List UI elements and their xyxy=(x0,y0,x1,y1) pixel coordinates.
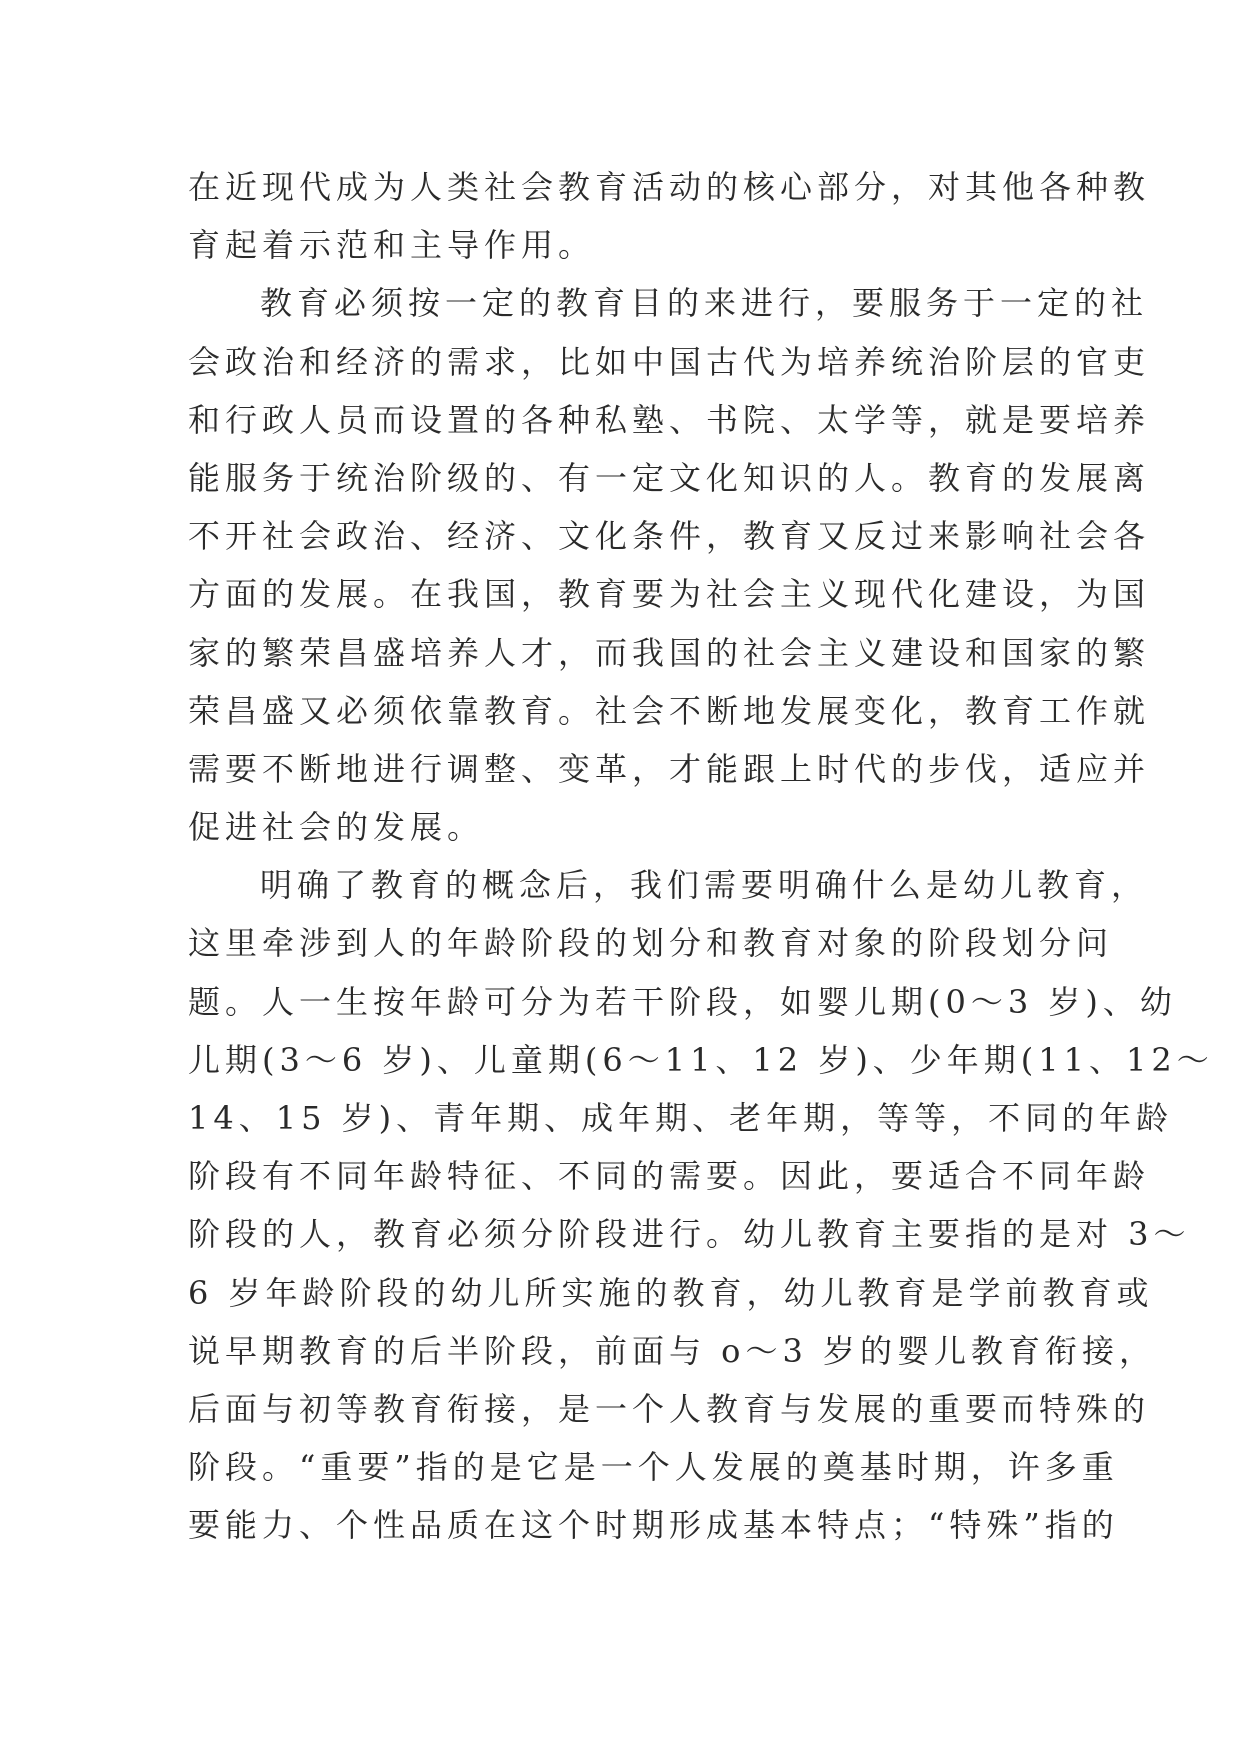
text-line: 和行政人员而设置的各种私塾、书院、太学等，就是要培养 xyxy=(188,400,1151,439)
paragraph-first-line: 明确了教育的概念后，我们需要明确什么是幼儿教育， xyxy=(260,866,1149,905)
text-line: 会政治和经济的需求，比如中国古代为培养统治阶层的官吏 xyxy=(188,342,1151,381)
text-line: 需要不断地进行调整、变革，才能跟上时代的步伐，适应并 xyxy=(188,749,1151,788)
text-line: 荣昌盛又必须依靠教育。社会不断地发展变化，教育工作就 xyxy=(188,691,1151,730)
text-line: 14、15 岁)、青年期、成年期、老年期，等等，不同的年龄 xyxy=(188,1099,1174,1137)
text-line: 促进社会的发展。 xyxy=(188,808,485,847)
text-line: 要能力、个性品质在这个时期形成基本特点；“特殊”指的 xyxy=(188,1506,1119,1545)
text-line: 阶段有不同年龄特征、不同的需要。因此，要适合不同年龄 xyxy=(188,1157,1151,1196)
text-line: 阶段。“重要”指的是它是一个人发展的奠基时期，许多重 xyxy=(188,1448,1119,1487)
text-line: 题。人一生按年龄可分为若干阶段，如婴儿期(0～3 岁)、幼 xyxy=(188,982,1177,1021)
text-line: 6 岁年龄阶段的幼儿所实施的教育，幼儿教育是学前教育或 xyxy=(188,1273,1154,1312)
text-line: 这里牵涉到人的年龄阶段的划分和教育对象的阶段划分问 xyxy=(188,924,1114,963)
text-line: 家的繁荣昌盛培养人才，而我国的社会主义建设和国家的繁 xyxy=(188,633,1151,672)
text-line: 在近现代成为人类社会教育活动的核心部分，对其他各种教 xyxy=(188,168,1151,206)
text-line: 育起着示范和主导作用。 xyxy=(188,226,596,265)
text-line: 方面的发展。在我国，教育要为社会主义现代化建设，为国 xyxy=(188,575,1151,614)
body-text xyxy=(188,158,1214,1555)
text-line: 阶段的人，教育必须分阶段进行。幼儿教育主要指的是对 3～ xyxy=(188,1215,1191,1254)
text-line: 后面与初等教育衔接，是一个人教育与发展的重要而特殊的 xyxy=(188,1389,1151,1428)
text-line: 说早期教育的后半阶段，前面与 o～3 岁的婴儿教育衔接， xyxy=(188,1331,1156,1370)
text-line: 儿期(3～6 岁)、儿童期(6～11、12 岁)、少年期(11、12～ xyxy=(188,1040,1214,1079)
text-line: 能服务于统治阶级的、有一定文化知识的人。教育的发展离 xyxy=(188,458,1151,497)
paragraph-first-line: 教育必须按一定的教育目的来进行，要服务于一定的社 xyxy=(260,284,1149,323)
text-line: 不开社会政治、经济、文化条件，教育又反过来影响社会各 xyxy=(188,517,1151,556)
